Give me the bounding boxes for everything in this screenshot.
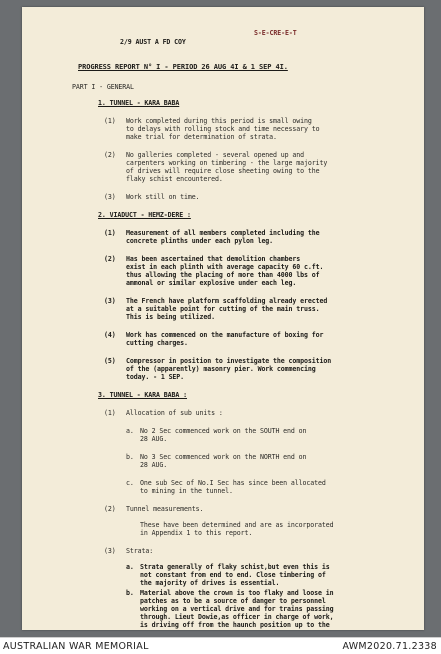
item-number: (1) [104,117,116,125]
archive-footer [0,637,441,654]
text-line: Material above the crown is too flaky and loose in [140,589,334,597]
item-number: (3) [104,193,116,201]
item-letter: a. [126,563,134,571]
text-line: patches as to be a source of danger to personnel [140,597,326,605]
text-line: 28 AUG. [140,435,168,443]
text-line: not constant from end to end. Close timbering of [140,571,326,579]
text-line: Work still on time. [126,193,200,201]
section-heading: 1. TUNNEL - KARA BABA [98,99,180,107]
text-line: This is being utilized. [126,313,216,321]
text-line: One sub Sec of No.I Sec has since been allocated [140,479,326,487]
text-line: 28 AUG. [140,461,168,469]
text-line: through. Lieut Dowie,as officer in charge of work, [140,613,334,621]
text-line: make trial for determination of strata. [126,133,277,141]
text-line: at a suitable point for cutting of the main truss. [126,305,320,313]
document-page [22,7,424,630]
section-heading: 3. TUNNEL - KARA BABA : [98,391,188,399]
item-letter: c. [126,479,134,487]
text-line: ammonal or similar explosive under each leg. [126,279,297,287]
text-line: No galleries completed - several opened up and [126,151,305,159]
text-line: Has been ascertained that demolition chambers [126,255,301,263]
item-number: (2) [104,151,116,159]
text-line: Work has commenced on the manufacture of boxing for [126,331,324,339]
text-line: exist in each plinth with average capacity 60 c.ft. [126,263,324,271]
text-line: These have been determined and are as incorporated [140,521,334,529]
text-line: today. - 1 SEP. [126,373,185,381]
text-line: Tunnel measurements. [126,505,204,513]
section-heading: 2. VIADUCT - HEMZ-DERE : [98,211,191,219]
text-line: of the (apparently) masonry pier. Work commencing [126,365,316,373]
text-line: to delays with rolling stock and time necessary to [126,125,320,133]
item-letter: b. [126,453,134,461]
item-number: (4) [104,331,116,339]
classification-stamp: S-E-CRE-E-T [254,29,297,37]
text-line: Compressor in position to investigate the composition [126,357,332,365]
text-line: the majority of drives is essential. [140,579,280,587]
item-number: (1) [104,409,116,417]
item-number: (1) [104,229,116,237]
text-line: working on a vertical drive and for trains passing [140,605,334,613]
text-line: is driving off from the haunch position up to the [140,621,330,629]
text-line: flaky schist encountered. [126,175,223,183]
text-line: Allocation of sub units : [126,409,223,417]
item-number: (3) [104,297,116,305]
item-letter: b. [126,589,134,597]
text-line: concrete plinths under each pylon leg. [126,237,274,245]
item-number: (2) [104,505,116,513]
text-line: cutting charges. [126,339,188,347]
item-number: (2) [104,255,116,263]
text-line: Measurement of all members completed including the [126,229,320,237]
item-number: (3) [104,547,116,555]
text-line: Strata generally of flaky schist,but even this is [140,563,330,571]
unit-header: 2/9 AUST A FD COY [120,38,186,46]
item-letter: a. [126,427,134,435]
report-title: PROGRESS REPORT N° I - PERIOD 26 AUG 4I & 1 SEP 4I. [78,63,288,71]
item-number: (5) [104,357,116,365]
text-line: No 2 Sec commenced work on the SOUTH end on [140,427,307,435]
part-heading: PART I - GENERAL [72,83,134,91]
text-line: The French have platform scaffolding already erected [126,297,328,305]
text-line: Work completed during this period is small owing [126,117,312,125]
text-line: thus allowing the placing of more than 4000 lbs of [126,271,320,279]
footer-accession-number: AWM2020.71.2338 [342,641,437,652]
text-line: No 3 Sec commenced work on the NORTH end on [140,453,307,461]
text-line: Strata: [126,547,154,555]
text-line: in Appendix 1 to this report. [140,529,253,537]
text-line: to mining in the tunnel. [140,487,233,495]
footer-source: AUSTRALIAN WAR MEMORIAL [3,641,149,652]
text-line: of drives will require close sheeting owing to the [126,167,320,175]
text-line: carpenters working on timbering - the large majority [126,159,328,167]
